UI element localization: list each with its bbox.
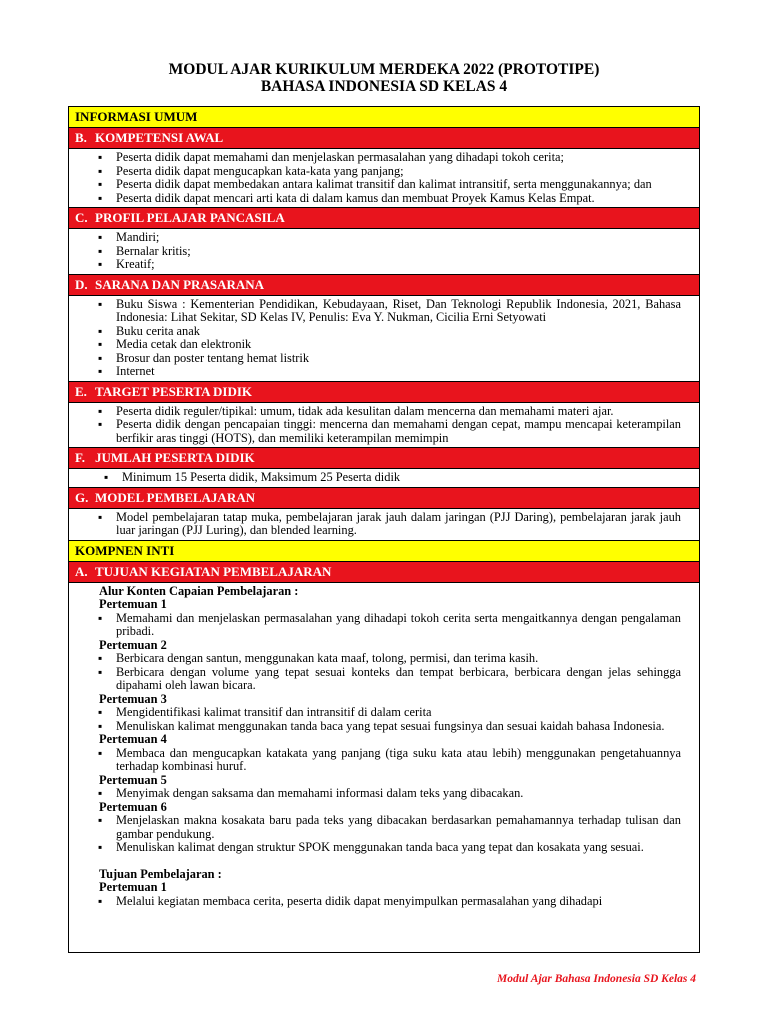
section-body-kompetensi-awal	[69, 149, 699, 208]
list-item: ▪ Menuliskan kalimat menggunakan tanda baca yang tepat sesuai fungsinya dan sesuai kaidah bahasa Indonesia.	[97, 720, 681, 734]
list-item: ▪ Berbicara dengan santun, menggunakan kata maaf, tolong, permisi, dan terima kasih.	[97, 652, 681, 666]
list-item: ▪ Peserta didik dapat mencari arti kata di dalam kamus dan membuat Proyek Kamus Kelas Empat.	[97, 192, 681, 206]
section-letter: B.	[75, 130, 87, 145]
bullet-list	[97, 706, 681, 733]
list-item: ▪ Peserta didik reguler/tipikal: umum, tidak ada kesulitan dalam mencerna dan memahami materi ajar.	[97, 405, 681, 419]
bullet-list	[97, 231, 681, 272]
bullet-list	[97, 511, 681, 538]
list-item: ▪ Kreatif;	[97, 258, 681, 272]
list-item: ▪ Mandiri;	[97, 231, 681, 245]
section-title: PROFIL PELAJAR PANCASILA	[95, 210, 285, 225]
list-item: ▪ Menyimak dengan saksama dan memahami informasi dalam teks yang dibacakan.	[97, 787, 681, 801]
list-item: ▪ Berbicara dengan volume yang tepat sesuai konteks dan tempat berbicara, berbicara dengan jelas sehingga dipahami oleh lawan bicara.	[97, 666, 681, 693]
document-title-line1: MODUL AJAR KURIKULUM MERDEKA 2022 (PROTOTIPE)	[168, 61, 600, 78]
section-header-jumlah	[69, 448, 699, 469]
section-letter: G.	[75, 489, 89, 505]
pertemuan-label: Pertemuan 6	[99, 799, 167, 814]
section-header-kompetensi-awal	[69, 128, 699, 149]
section-body-profil-pelajar	[69, 229, 699, 275]
section-title: TUJUAN KEGIATAN PEMBELAJARAN	[95, 563, 332, 579]
list-item: ▪ Peserta didik dapat membedakan antara kalimat transitif dan kalimat intransitif, serta menggunakannya; dan	[97, 178, 681, 192]
list-item: ▪ Menjelaskan makna kosakata baru pada teks yang dibacakan berdasarkan pemahamannya terhadap tulisan dan gambar pendukung.	[97, 814, 681, 841]
section-title: TARGET PESERTA DIDIK	[95, 383, 253, 399]
pertemuan-label: Pertemuan 1	[99, 880, 167, 894]
alur-konten-title: Alur Konten Capaian Pembelajaran :	[99, 583, 299, 598]
bullet-list	[97, 895, 681, 909]
list-item: ▪ Peserta didik dengan pencapaian tinggi: mencerna dan memahami dengan cepat, mampu mencapai keterampilan berfikir aras tinggi (HOTS), dan memiliki keterampilan memimpin	[97, 418, 681, 445]
list-item: ▪ Menuliskan kalimat dengan struktur SPOK menggunakan tanda baca yang tepat dan kosakata yang sesuai.	[97, 841, 681, 855]
list-item: ▪ Brosur dan poster tentang hemat listrik	[97, 352, 681, 366]
section-body-model	[69, 509, 699, 541]
page-footer: Modul Ajar Bahasa Indonesia SD Kelas 4	[497, 973, 696, 985]
document-title-line2: BAHASA INDONESIA SD KELAS 4	[260, 78, 508, 95]
section-letter: F.	[75, 450, 85, 465]
section-letter: E.	[75, 383, 87, 399]
section-letter: C.	[75, 210, 88, 225]
section-header-target	[69, 382, 699, 403]
spacer	[97, 855, 681, 868]
pertemuan-label: Pertemuan 4	[99, 732, 167, 746]
section-letter: A.	[75, 563, 88, 579]
section-body-jumlah	[69, 469, 699, 488]
bullet-list	[97, 612, 681, 639]
list-item: ▪ Membaca dan mengucapkan katakata yang panjang (tiga suku kata atau lebih) menggunakan pengetahuannya terhadap kombinasi huruf.	[97, 747, 681, 774]
section-title: SARANA DAN PRASARANA	[95, 276, 265, 292]
list-item: ▪ Minimum 15 Peserta didik, Maksimum 25 Peserta didik	[103, 471, 681, 485]
section-title: MODEL PEMBELAJARAN	[95, 489, 255, 505]
list-item: ▪ Internet	[97, 365, 681, 379]
bullet-list	[97, 405, 681, 446]
section-body-sarana	[69, 296, 699, 382]
bullet-list	[97, 298, 681, 379]
list-item: ▪ Melalui kegiatan membaca cerita, peserta didik dapat menyimpulkan permasalahan yang dihadapi	[97, 895, 681, 909]
pertemuan-label: Pertemuan 3	[99, 691, 167, 706]
list-item: ▪ Buku Siswa : Kementerian Pendidikan, Kebudayaan, Riset, Dan Teknologi Republik Indonesia, 2021, Bahasa Indonesia: Lihat Sekitar, SD Kelas IV, Penulis: Eva Y. Nukman, Cicilia Erni Setyowati	[97, 298, 681, 325]
section-header-informasi-umum: INFORMASI UMUM	[69, 107, 699, 128]
bullet-list	[97, 787, 681, 801]
list-item: ▪ Peserta didik dapat mengucapkan kata-kata yang panjang;	[97, 165, 681, 179]
section-header-komponen-inti: KOMPNEN INTI	[69, 541, 699, 562]
list-item: ▪ Memahami dan menjelaskan permasalahan yang dihadapi tokoh cerita serta mengaitkannya dengan pengalaman pribadi.	[97, 612, 681, 639]
section-body-tujuan	[69, 583, 699, 911]
list-item: ▪ Mengidentifikasi kalimat transitif dan intransitif di dalam cerita	[97, 706, 681, 720]
bullet-list	[97, 814, 681, 855]
pertemuan-label: Pertemuan 2	[99, 637, 167, 652]
bullet-list	[103, 471, 681, 485]
list-item: ▪ Media cetak dan elektronik	[97, 338, 681, 352]
list-item: ▪ Model pembelajaran tatap muka, pembelajaran jarak jauh dalam jaringan (PJJ Daring), pembelajaran jarak jauh luar jaringan (PJJ Luring), dan blended learning.	[97, 511, 681, 538]
section-header-sarana	[69, 275, 699, 296]
module-table	[68, 106, 700, 953]
list-item: ▪ Peserta didik dapat memahami dan menjelaskan permasalahan yang dihadapi tokoh cerita;	[97, 151, 681, 165]
section-header-model	[69, 488, 699, 509]
section-body-target	[69, 403, 699, 449]
list-item: ▪ Buku cerita anak	[97, 325, 681, 339]
section-header-tujuan	[69, 562, 699, 583]
list-item: ▪ Bernalar kritis;	[97, 245, 681, 259]
bullet-list	[97, 747, 681, 774]
bullet-list	[97, 151, 681, 205]
pertemuan-label: Pertemuan 1	[99, 597, 167, 611]
section-letter: D.	[75, 276, 88, 292]
section-title: JUMLAH PESERTA DIDIK	[95, 450, 255, 465]
tujuan-pembelajaran-title: Tujuan Pembelajaran :	[99, 866, 222, 881]
section-header-profil-pelajar	[69, 208, 699, 229]
section-title: KOMPETENSI AWAL	[95, 130, 224, 145]
pertemuan-label: Pertemuan 5	[99, 772, 167, 787]
bullet-list	[97, 652, 681, 693]
